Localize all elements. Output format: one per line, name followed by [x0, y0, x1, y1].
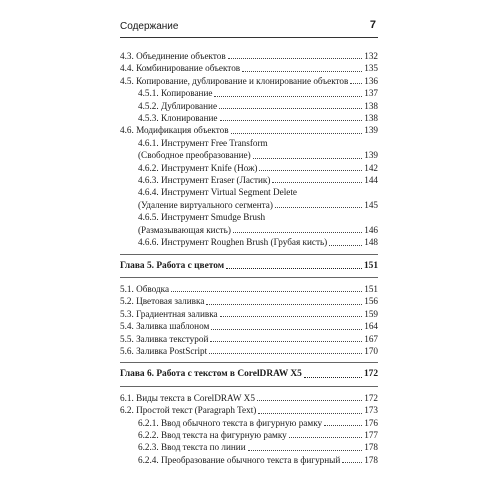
toc-entry-page: 172	[364, 392, 378, 403]
toc-entry-page: 146	[364, 224, 378, 235]
dot-leader	[209, 345, 362, 354]
toc-entry[interactable]	[120, 186, 378, 211]
dot-leader	[226, 260, 362, 269]
dot-leader	[275, 199, 362, 208]
toc-entry[interactable]	[120, 75, 378, 87]
toc-entry-title: 4.4. Комбинирование объектов	[120, 63, 241, 74]
toc-entry-title: 6.2. Простой текст (Paragraph Text)	[120, 405, 257, 416]
running-header-title: Содержание	[120, 21, 179, 32]
toc-entry-page: 139	[364, 150, 378, 161]
toc-entry-title: 5.4. Заливка шаблоном	[120, 321, 210, 332]
toc-entry-title: 6.2.1. Ввод обычного текста в фигурную рамку	[138, 417, 323, 428]
toc-entry[interactable]	[120, 283, 378, 295]
toc-entry-title: Глава 5. Работа с цветом	[120, 260, 225, 271]
dot-leader	[231, 125, 363, 134]
section-divider	[120, 254, 378, 255]
toc-entry-title: (Свободное преобразование)	[138, 150, 251, 161]
toc-entry-title: 4.6.2. Инструмент Knife (Нож)	[138, 162, 258, 173]
toc-entry-title: 5.6. Заливка PostScript	[120, 345, 208, 356]
toc-entry[interactable]	[120, 124, 378, 136]
toc-entry-page: 172	[363, 369, 378, 380]
toc-entry[interactable]	[120, 345, 378, 357]
toc-entry-title: 4.5.3. Клонирование	[138, 113, 218, 124]
dot-leader	[257, 392, 362, 401]
toc-entry-page: 164	[364, 321, 378, 332]
toc-entry-page: 173	[364, 405, 378, 416]
toc-entry-title: 6.2.2. Ввод текста на фигурную рамку	[138, 429, 287, 440]
toc-entry-title-line: 4.6.5. Инструмент Smudge Brush	[138, 212, 266, 223]
toc-entry-title: (Размазывающая кисть)	[138, 224, 231, 235]
dot-leader	[210, 333, 362, 342]
toc-chapter-entry[interactable]	[120, 368, 378, 380]
page-number: 7	[369, 19, 376, 31]
dot-leader	[214, 88, 362, 97]
toc-entry-page: 178	[364, 442, 378, 453]
toc-entry[interactable]	[120, 308, 378, 320]
toc-entry-page: 151	[363, 260, 378, 271]
toc-entry-title-line: 4.6.4. Инструмент Virtual Segment Delete	[138, 187, 297, 198]
dot-leader	[233, 224, 362, 233]
toc-entry[interactable]	[120, 441, 378, 453]
dot-leader	[350, 75, 362, 84]
toc-entry[interactable]	[120, 236, 378, 248]
toc-entry-page: 167	[364, 333, 378, 344]
dot-leader	[272, 174, 362, 183]
toc-entry-title: 4.5. Копирование, дублирование и клонирование объектов	[120, 75, 349, 86]
section-divider	[120, 386, 378, 387]
dot-leader	[220, 112, 363, 121]
toc-entry[interactable]	[120, 62, 378, 74]
dot-leader	[211, 321, 362, 330]
toc-entry-title: 6.2.3. Ввод текста по линии	[138, 442, 246, 453]
toc-entry-title: 5.5. Заливка текстурой	[120, 333, 209, 344]
toc-entry-page: 136	[364, 75, 378, 86]
toc-entry-title: 4.5.2. Дублирование	[138, 100, 218, 111]
dot-leader	[342, 454, 362, 463]
dot-leader	[219, 100, 362, 109]
toc-entry-page: 151	[364, 283, 378, 294]
dot-leader	[324, 417, 362, 426]
toc-entry-title: 4.6.3. Инструмент Eraser (Ластик)	[138, 175, 271, 186]
toc-entry-title: 4.5.1. Копирование	[138, 88, 213, 99]
dot-leader	[171, 283, 362, 292]
toc-entry-title: 4.6. Модификация объектов	[120, 125, 229, 136]
toc-entry[interactable]	[120, 50, 378, 62]
toc-entry[interactable]	[120, 137, 378, 162]
toc-entry-page: 178	[364, 454, 378, 465]
table-of-contents	[120, 50, 378, 466]
running-header	[120, 19, 378, 33]
toc-entry-title: 6.1. Виды текста в CorelDRAW X5	[120, 392, 255, 403]
toc-entry[interactable]	[120, 417, 378, 429]
toc-entry-page: 176	[364, 417, 378, 428]
toc-chapter-entry[interactable]	[120, 260, 378, 272]
toc-entry-page: 139	[364, 125, 378, 136]
dot-leader	[329, 237, 362, 246]
toc-entry-page: 137	[364, 88, 378, 99]
dot-leader	[289, 429, 362, 438]
toc-entry-title: 4.6.6. Инструмент Roughen Brush (Грубая кисть)	[138, 237, 328, 248]
toc-entry-title: Глава 6. Работа с текстом в CorelDRAW X5	[120, 369, 302, 380]
toc-entry-page: 142	[364, 162, 378, 173]
section-divider	[120, 362, 378, 363]
dot-leader	[304, 369, 362, 378]
toc-entry[interactable]	[120, 295, 378, 307]
toc-entry-page: 156	[364, 296, 378, 307]
dot-leader	[259, 162, 362, 171]
toc-entry[interactable]	[120, 174, 378, 186]
toc-entry-title: 4.3. Объединение объектов	[120, 51, 226, 61]
toc-entry-page: 159	[364, 308, 378, 319]
toc-entry-page: 145	[364, 199, 378, 210]
dot-leader	[253, 150, 363, 159]
toc-entry-title: 6.2.4. Преобразование обычного текста в фигурный	[138, 454, 341, 465]
toc-entry-title: (Удаление виртуального сегмента)	[138, 199, 273, 210]
toc-entry-page: 135	[364, 63, 378, 74]
toc-entry-page: 148	[364, 237, 378, 248]
dot-leader	[206, 296, 362, 305]
toc-entry[interactable]	[120, 392, 378, 404]
dot-leader	[228, 50, 363, 59]
toc-entry[interactable]	[120, 211, 378, 236]
toc-entry-title: 5.1. Обводка	[120, 283, 170, 294]
toc-entry[interactable]	[120, 87, 378, 99]
toc-entry-page: 132	[364, 51, 378, 61]
section-divider	[120, 277, 378, 278]
toc-entry[interactable]	[120, 333, 378, 345]
dot-leader	[248, 442, 363, 451]
toc-entry[interactable]	[120, 404, 378, 416]
toc-entry[interactable]	[120, 320, 378, 332]
toc-entry[interactable]	[120, 162, 378, 174]
toc-entry[interactable]	[120, 112, 378, 124]
toc-entry[interactable]	[120, 454, 378, 466]
toc-entry-title: 5.2. Цветовая заливка	[120, 296, 205, 307]
dot-leader	[220, 308, 363, 317]
toc-entry-page: 144	[364, 175, 378, 186]
toc-entry[interactable]	[120, 100, 378, 112]
toc-entry-title: 5.3. Градиентная заливка	[120, 308, 218, 319]
header-rule	[120, 37, 378, 38]
toc-entry-title-line: 4.6.1. Инструмент Free Transform	[138, 137, 268, 148]
toc-entry[interactable]	[120, 429, 378, 441]
toc-entry-page: 170	[364, 345, 378, 356]
dot-leader	[242, 63, 362, 72]
toc-entry-page: 177	[364, 429, 378, 440]
dot-leader	[258, 405, 362, 414]
toc-entry-page: 138	[364, 113, 378, 124]
toc-entry-page: 138	[364, 100, 378, 111]
